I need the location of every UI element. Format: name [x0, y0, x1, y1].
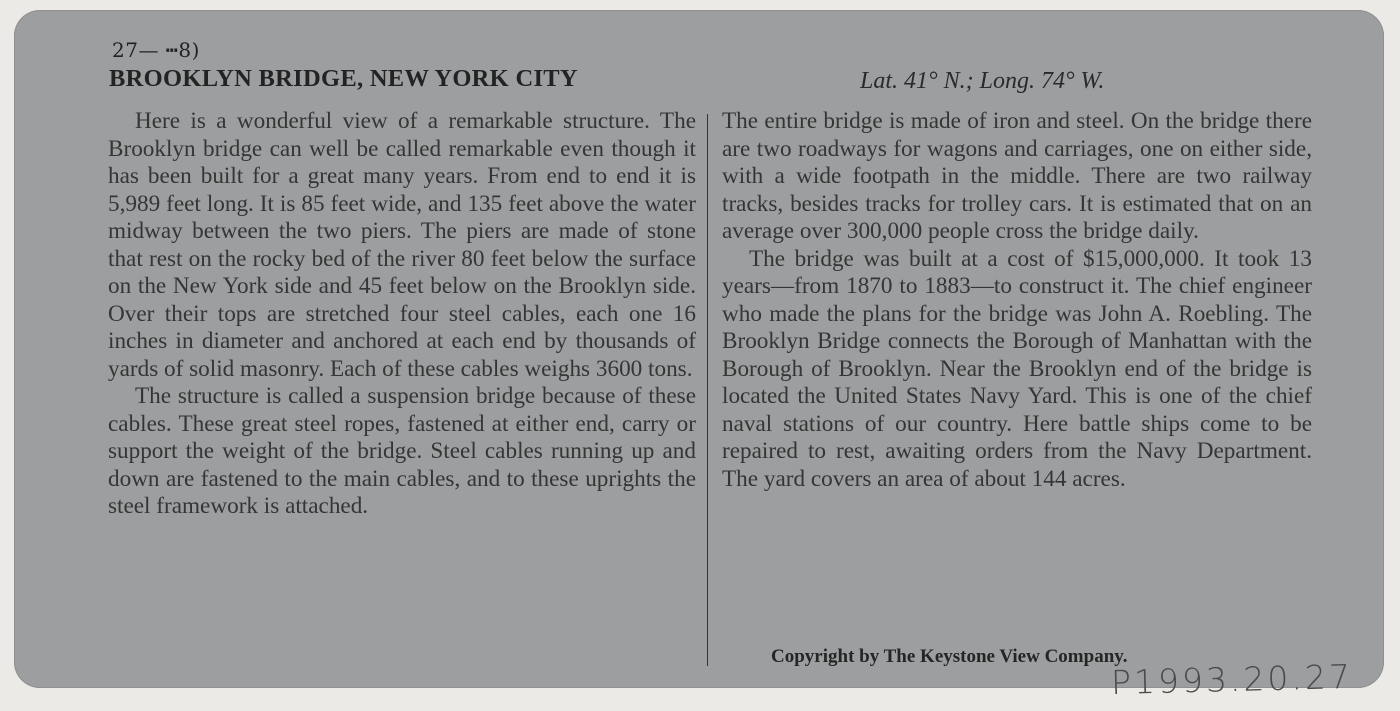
paragraph: The bridge was built at a cost of $15,000,000. It took 13 years—from 1870 to 1883—to construct it. The chief engineer who made the plans for the bridge was John A. Roebling. The Brooklyn Bridge connects the Borough of Manhattan with the Borough of Brooklyn. Near the Brooklyn end of the bridge is located the United States Navy Yard. This is one of the chief naval stations of our country. Here battle ships come to be repaired to rest, awaiting orders from the Navy Department. The yard covers an area of about 144 acres. — [722, 245, 1312, 492]
copyright-line: Copyright by The Keystone View Company. — [771, 646, 1128, 667]
card-title: BROOKLYN BRIDGE, NEW YORK CITY — [109, 65, 578, 92]
stereograph-card-back — [14, 10, 1384, 703]
paragraph: The entire bridge is made of iron and steel. On the bridge there are two roadways for wagons and carriages, one on either side, with a wide footpath in the middle. There are two railway tracks, besides tracks for trolley cars. It is estimated that on an average over 300,000 people cross the bridge daily. — [722, 108, 1312, 244]
paragraph: The structure is called a suspension bridge because of these cables. These great steel ropes, fastened at either end, carry or support the weight of the bridge. Steel cables running up and down are fastened to the main cables, and to these uprights the steel framework is attached. — [108, 383, 696, 519]
column-divider — [707, 114, 708, 666]
lat-long-label: Lat. 41° N.; Long. 74° W. — [860, 68, 1105, 94]
right-text-column — [722, 108, 1312, 493]
accession-number: P1993.20.27 — [1110, 656, 1354, 703]
card-reference-number: 27— ┅8) — [112, 38, 200, 62]
paragraph: Here is a wonderful view of a remarkable structure. The Brooklyn bridge can well be called remarkable even though it has been built for a great many years. From end to end it is 5,989 feet long. It is 85 feet wide, and 135 feet above the water midway between the two piers. The piers are made of stone that rest on the rocky bed of the river 80 feet below the surface on the New York side and 45 feet below on the Brooklyn side. Over their tops are stretched four steel cables, each one 16 inches in diameter and anchored at each end by thousands of yards of solid masonry. Each of these cables weighs 3600 tons. — [108, 108, 696, 382]
left-text-column — [108, 108, 696, 521]
